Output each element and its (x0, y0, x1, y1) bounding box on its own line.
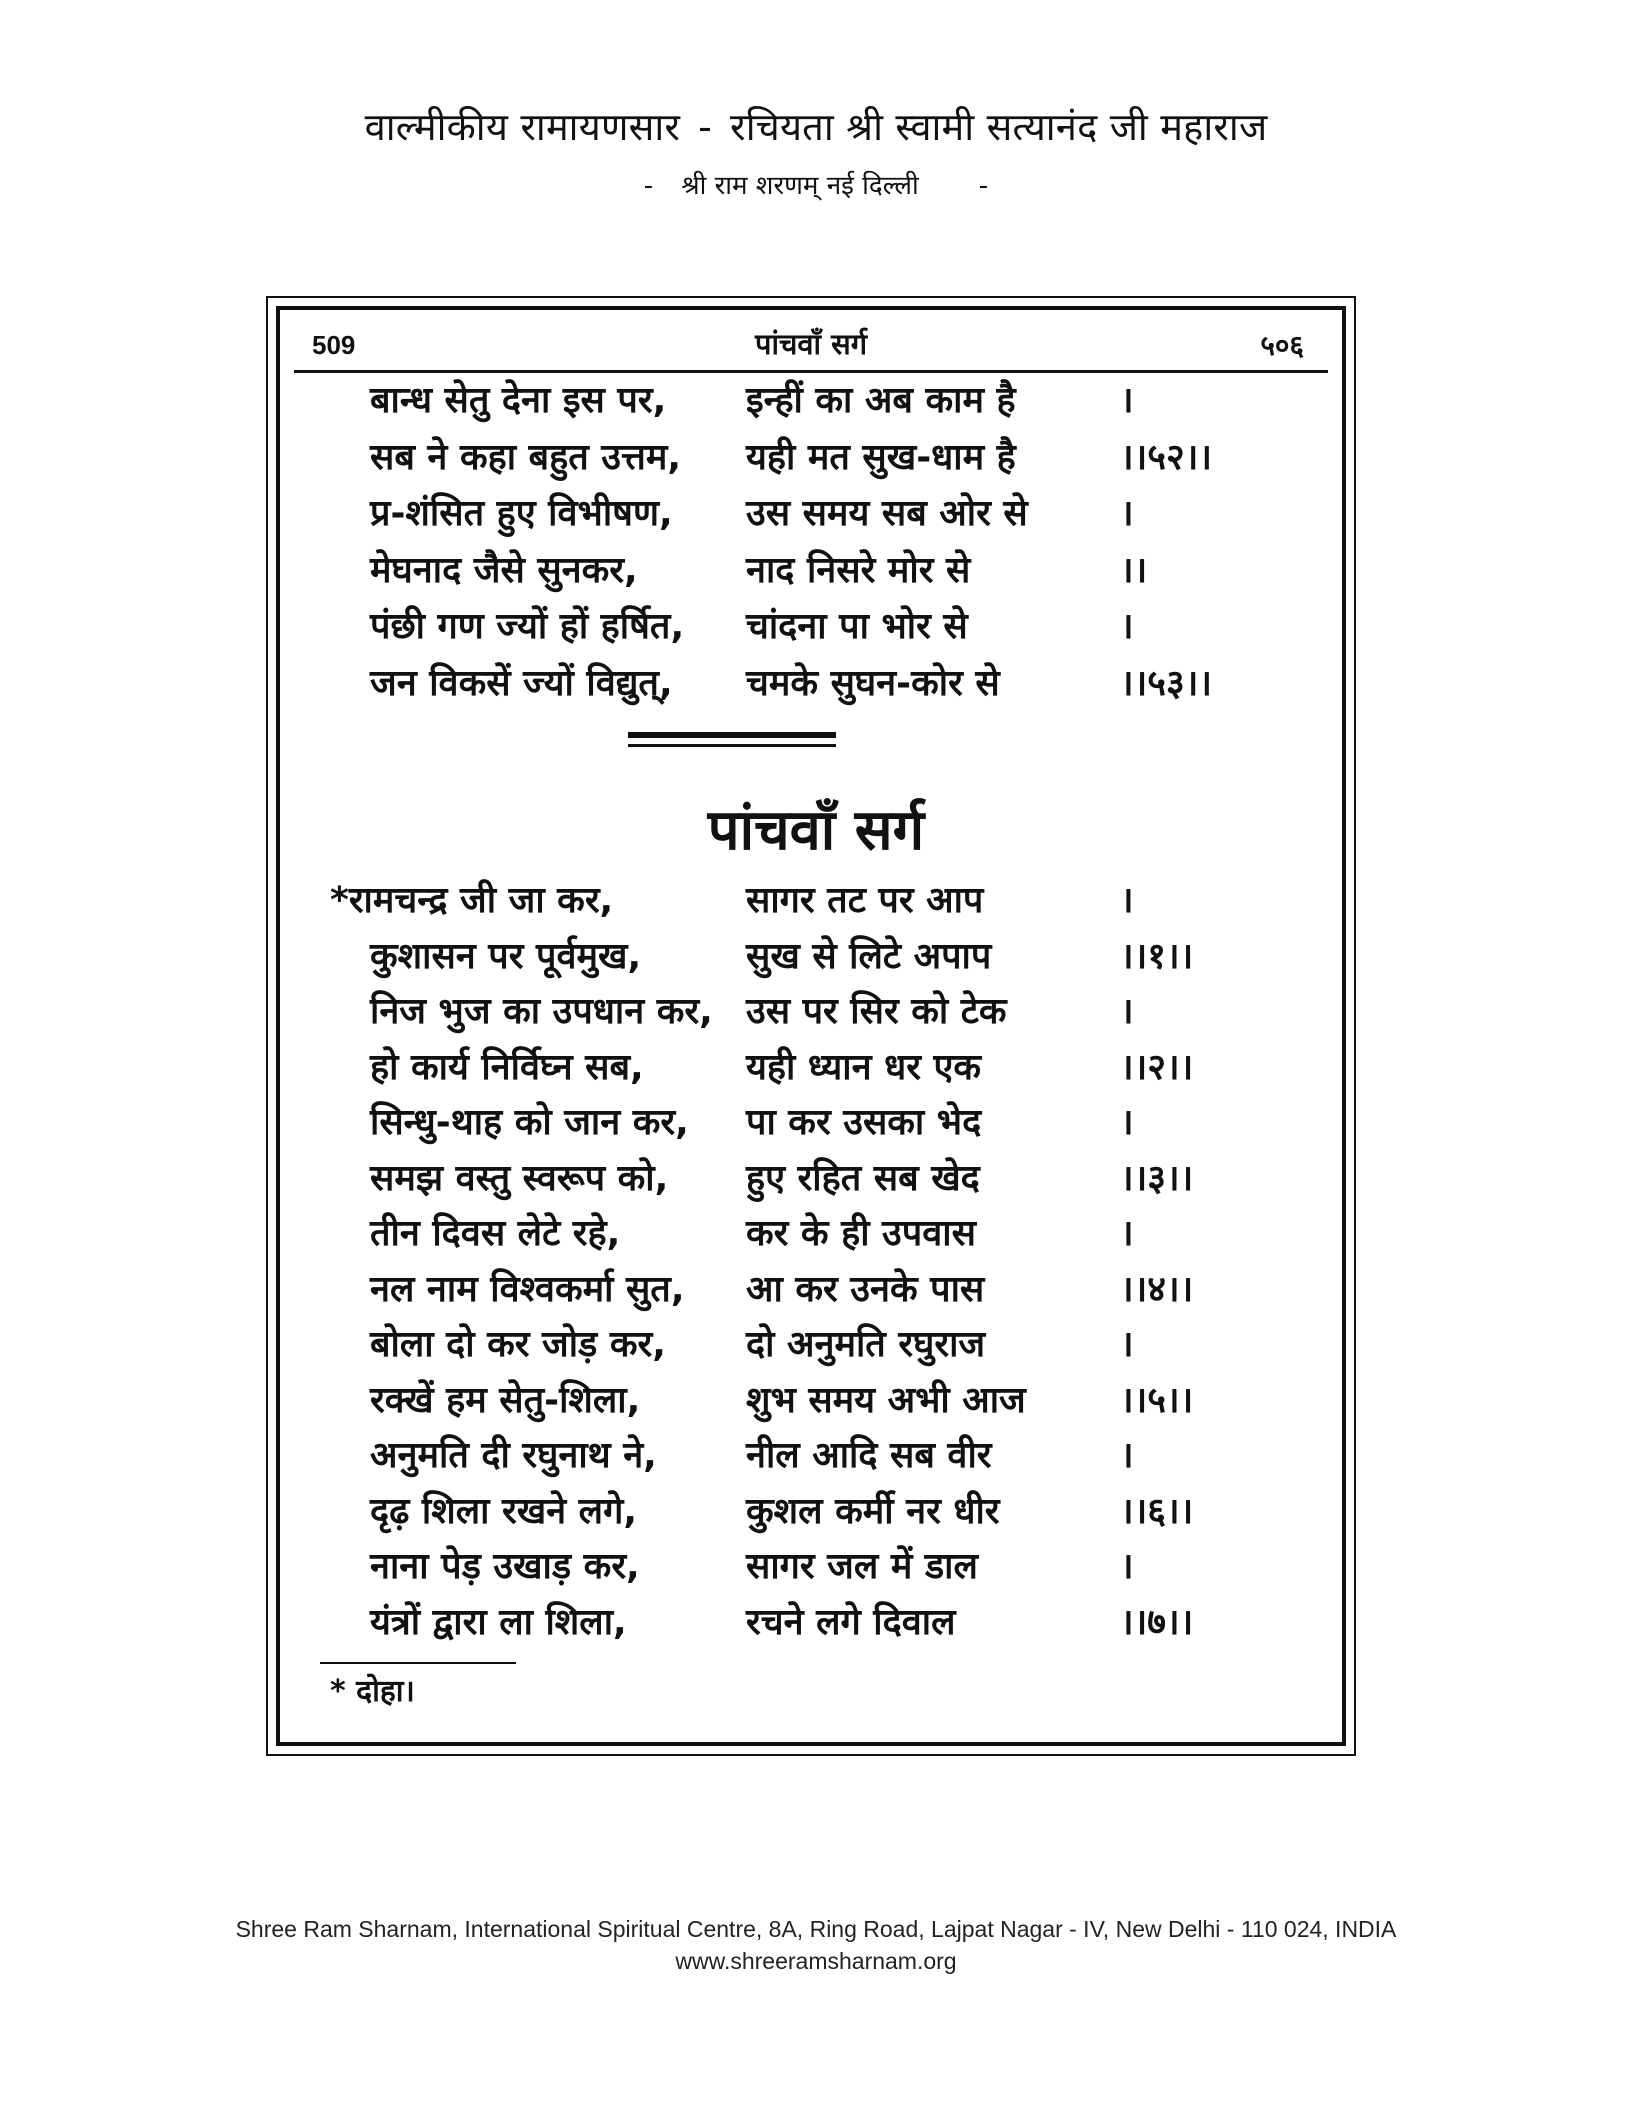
verse-first-half: नल नाम विश्वकर्मा सुत, (370, 1268, 685, 1310)
verse-first-half: दृढ़ शिला रखने लगे, (370, 1490, 638, 1532)
verse-number: । (1120, 493, 1134, 534)
verse-second-half: रचने लगे दिवाल (746, 1601, 956, 1643)
verse-first-half: हो कार्य निर्विघ्न सब, (370, 1046, 644, 1088)
document-title (0, 100, 1632, 152)
verse-second-half: उस समय सब ओर से (746, 493, 1028, 534)
verse-number: । (1120, 380, 1134, 421)
section-title: पांचवाँ सर्ग (707, 798, 925, 863)
verse-number: ।।१।। (1120, 935, 1194, 977)
verse-number: ।।२।। (1120, 1046, 1194, 1088)
verse-second-half: नील आदि सब वीर (746, 1435, 992, 1476)
verse-second-half: हुए रहित सब खेद (746, 1157, 980, 1199)
verse-first-half: पंछी गण ज्यों हों हर्षित, (370, 606, 685, 647)
footer-address: Shree Ram Sharnam, International Spiritual Centre, 8A, Ring Road, Lajpat Nagar - IV, New Delhi - 110 024, INDIA (235, 1916, 1397, 1942)
verse-first-half: मेघनाद जैसे सुनकर, (370, 549, 638, 591)
verse-number: । (1120, 1546, 1134, 1587)
verse-first-half: प्र-शंसित हुए विभीषण, (370, 493, 673, 534)
verse-second-half: यही ध्यान धर एक (746, 1046, 982, 1088)
verse-number: ।।५।। (1120, 1379, 1194, 1421)
verse-number: ।। (1120, 549, 1148, 591)
author-credit: रचियता श्री स्वामी सत्यानंद जी महाराज (730, 105, 1268, 149)
book-title: वाल्मीकीय रामायणसार (364, 105, 681, 149)
verse-first-half: सिन्धु-थाह को जान कर, (370, 1102, 689, 1143)
verse-number: । (1120, 1435, 1134, 1476)
verse-second-half: सुख से लिटे अपाप (746, 935, 992, 977)
section-divider-thick (628, 732, 836, 738)
verse-first-half: रक्खें हम सेतु-शिला, (370, 1379, 641, 1421)
verse-second-half: सागर जल में डाल (746, 1546, 978, 1587)
verse-number: । (1120, 880, 1134, 921)
verse-number: ।।५२।। (1120, 436, 1213, 478)
subtitle-dash-right: - (978, 171, 989, 201)
running-head-title: पांचवाँ सर्ग (754, 327, 868, 361)
verse-number: । (1120, 606, 1134, 647)
verse-second-half: कर के ही उपवास (746, 1213, 976, 1254)
verse-number: । (1120, 991, 1134, 1032)
verse-first-half: तीन दिवस लेटे रहे, (370, 1213, 621, 1254)
publisher-name: श्री राम शरणम् नई दिल्ली (681, 171, 919, 201)
verse-number: ।।६।। (1120, 1490, 1194, 1532)
verse-second-half: पा कर उसका भेद (746, 1102, 982, 1143)
verse-second-half: कुशल कर्मी नर धीर (746, 1490, 1000, 1532)
verse-first-half: निज भुज का उपधान कर, (370, 991, 713, 1032)
verse-second-half: चमके सुघन-कोर से (746, 662, 1000, 704)
verse-second-half: चांदना पा भोर से (746, 606, 968, 647)
verse-first-half: यंत्रों द्वारा ला शिला, (370, 1601, 627, 1643)
section-divider-thin (628, 744, 836, 747)
verse-first-half: जन विकसें ज्यों विद्युत्, (370, 662, 673, 704)
verse-second-half: शुभ समय अभी आज (746, 1379, 1026, 1421)
verse-number: । (1120, 1213, 1134, 1254)
verse-second-half: नाद निसरे मोर से (746, 549, 971, 591)
verse-second-half: आ कर उनके पास (746, 1268, 985, 1310)
footnote-rule (320, 1662, 516, 1664)
verse-second-half: दो अनुमति रघुराज (746, 1324, 986, 1365)
verse-second-half: इन्हीं का अब काम है (746, 380, 1016, 421)
verse-first-half: नाना पेड़ उखाड़ कर, (370, 1546, 640, 1587)
verse-second-half: सागर तट पर आप (746, 880, 984, 921)
footnote: * दोहा। (330, 1674, 415, 1709)
verse-number: ।।७।। (1120, 1601, 1194, 1643)
page-number-devanagari: ५०६ (1260, 329, 1304, 362)
page-number-latin: 509 (312, 330, 356, 360)
subtitle-dash-left: - (643, 171, 654, 201)
verse-first-half: अनुमति दी रघुनाथ ने, (370, 1435, 657, 1476)
verse-number: ।।३।। (1120, 1157, 1194, 1199)
verse-first-half: सब ने कहा बहुत उत्तम, (370, 436, 682, 478)
verse-first-half: *रामचन्द्र जी जा कर, (330, 880, 614, 921)
document-subtitle (0, 166, 1632, 202)
verse-second-half: यही मत सुख-धाम है (746, 436, 1016, 478)
verse-first-half: बोला दो कर जोड़ कर, (370, 1324, 666, 1365)
verse-number: ।।४।। (1120, 1268, 1194, 1310)
footer-website: www.shreeramsharnam.org (675, 1948, 957, 1974)
running-head (294, 324, 1328, 373)
verse-number: ।।५३।। (1120, 662, 1213, 704)
verse-first-half: बान्ध सेतु देना इस पर, (370, 380, 667, 421)
verse-second-half: उस पर सिर को टेक (746, 991, 1007, 1032)
verse-first-half: समझ वस्तु स्वरूप को, (370, 1157, 669, 1199)
verse-number: । (1120, 1324, 1134, 1365)
title-separator: - (698, 105, 713, 149)
verse-first-half: कुशासन पर पूर्वमुख, (370, 935, 642, 977)
verse-number: । (1120, 1102, 1134, 1143)
